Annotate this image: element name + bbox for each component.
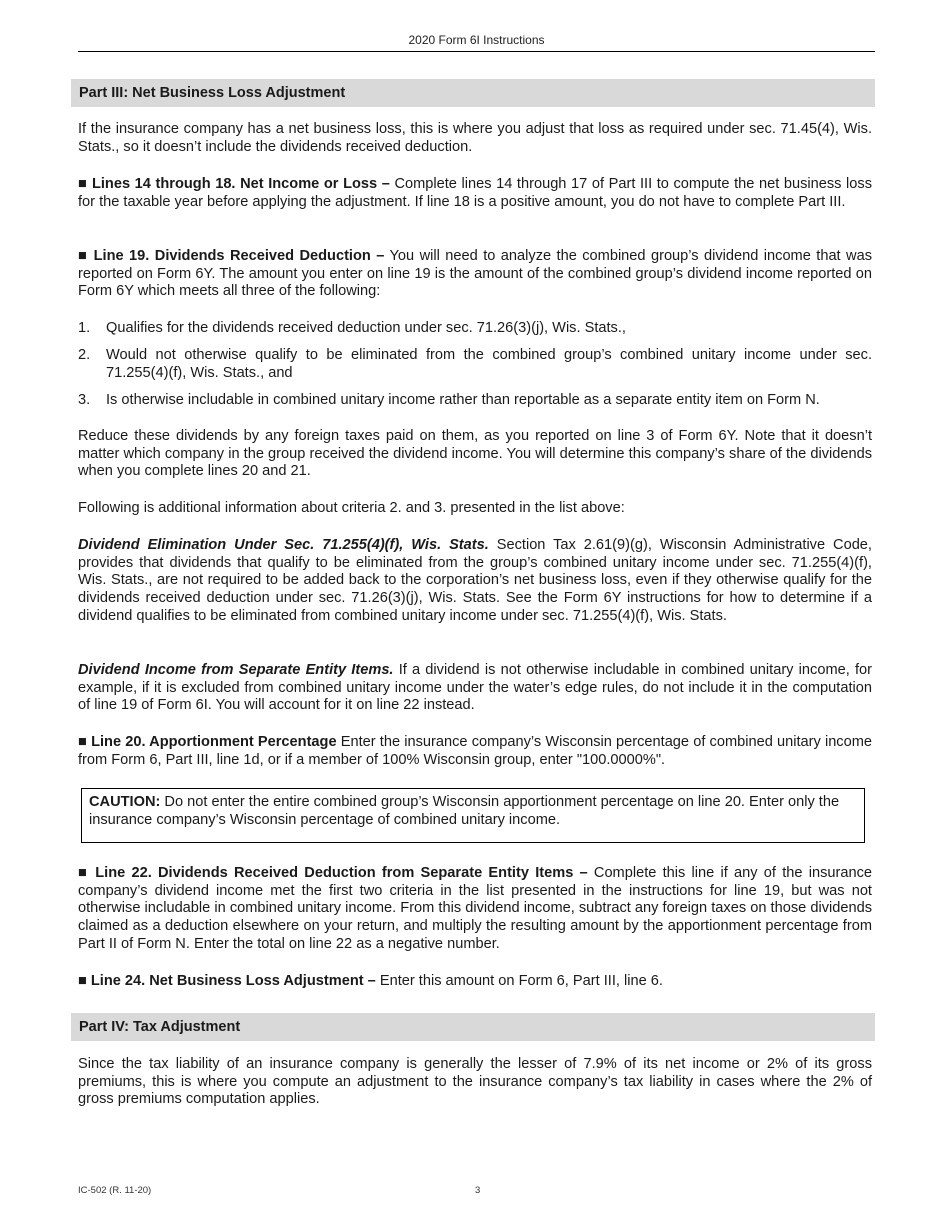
criteria-text: Is otherwise includable in combined unitary income rather than reportable as a separate entity item on Form N. [106,392,820,408]
line-20-paragraph [78,734,872,769]
separate-entity-paragraph [78,662,872,715]
part3-intro: If the insurance company has a net business loss, this is where you adjust that loss as required under sec. 71.45(4), Wis. Stats., so it doesn’t include the dividends received deduction. [78,121,872,155]
additional-info-paragraph: Following is additional information about criteria 2. and 3. presented in the list above: [78,500,625,516]
line-22-label: ■ Line 22. Dividends Received Deduction from Separate Entity Items – [78,865,588,881]
lines-14-18-text: Complete lines 14 through 17 of Part III to compute the net business loss for the taxable year before applying the adjustment. If line 18 is a positive amount, you do not have to complete Part III. [78,176,872,210]
caution-text: Do not enter the entire combined group’s Wisconsin apportionment percentage on line 20. Enter only the insurance company’s Wisconsin percentage of combined unitary income. [89,794,840,828]
part4-heading: Part IV: Tax Adjustment [71,1013,875,1041]
lines-14-18-label: ■ Lines 14 through 18. Net Income or Loss – [78,176,390,192]
criteria-number: 1. [78,320,91,336]
caution-box [81,788,865,843]
line-22-text: Complete this line if any of the insurance company’s dividend income met the first two criteria in the list presented in the instructions for line 19, but was not otherwise includable in combined unitary income. From this dividend income, subtract any foreign taxes on those dividends claimed as a deduction elsewhere on your return, and multiply the resulting amount by the apportionment percentage from Part II of Form N. Enter the total on line 22 as a negative number. [78,865,872,952]
separate-entity-label: Dividend Income from Separate Entity Items. [78,662,394,678]
line-22-paragraph [78,865,872,954]
footer-page-number: 3 [475,1185,481,1196]
line-24-paragraph [78,973,872,991]
footer-form-id: IC-502 (R. 11-20) [78,1185,152,1196]
caution-label: CAUTION: [89,794,161,810]
dividend-elimination-text: Section Tax 2.61(9)(g), Wisconsin Administrative Code, provides that dividends that qualify to be eliminated from the group’s combined unitary income under sec. 71.255(4)(f), Wis. Stats., are not required to be added back to the corporation’s net business loss, even if they otherwise qualify for the dividends received deduction under sec. 71.26(3)(j), Wis. Stats. See the Form 6Y instructions for how to determine if a dividend qualifies to be eliminated from combined unitary income under sec. 71.255(4)(f), Wis. Stats. [78,537,872,624]
line-24-label: ■ Line 24. Net Business Loss Adjustment – [78,973,376,989]
line-20-label: ■ Line 20. Apportionment Percentage [78,734,337,750]
dividend-elimination-label: Dividend Elimination Under Sec. 71.255(4)(f), Wis. Stats. [78,537,489,553]
line-20-text: Enter the insurance company’s Wisconsin percentage of combined unitary income from Form 6, Part III, line 1d, or if a member of 100% Wisconsin group, enter "100.0000%". [78,734,872,768]
lines-14-18-paragraph [78,176,872,211]
line-19-paragraph [78,248,872,301]
criteria-number: 2. [78,347,91,363]
criteria-text: Would not otherwise qualify to be eliminated from the combined group’s combined unitary income under sec. 71.255(4)(f), Wis. Stats., and [106,347,872,381]
line-24-text: Enter this amount on Form 6, Part III, line 6. [375,973,663,989]
reduce-dividends-paragraph: Reduce these dividends by any foreign taxes paid on them, as you reported on line 3 of Form 6Y. Note that it doesn’t matter which company in the group received the dividend income. You will determine this company’s share of the dividends when you complete lines 20 and 21. [78,428,872,480]
running-header: 2020 Form 6I Instructions [408,33,545,47]
separate-entity-text: If a dividend is not otherwise includable in combined unitary income, for example, if it is excluded from combined unitary income under the water’s edge rules, do not include it in the computation of line 19 of Form 6I. You will account for it on line 22 instead. [78,662,872,714]
part4-paragraph: Since the tax liability of an insurance company is generally the lesser of 7.9% of its net income or 2% of its gross premiums, this is where you compute an adjustment to the insurance company’s tax liability in cases where the 2% of gross premiums computation applies. [78,1056,872,1108]
criteria-text: Qualifies for the dividends received deduction under sec. 71.26(3)(j), Wis. Stats., [106,320,626,336]
line-19-text: You will need to analyze the combined group’s dividend income that was reported on Form 6Y. The amount you enter on line 19 is the amount of the combined group’s dividend income reported on Form 6Y which meets all three of the following: [78,248,872,300]
header-rule [78,51,875,52]
line-19-label: ■ Line 19. Dividends Received Deduction – [78,248,385,264]
dividend-elimination-paragraph [78,537,872,626]
criteria-number: 3. [78,392,91,408]
part3-heading: Part III: Net Business Loss Adjustment [71,79,875,107]
